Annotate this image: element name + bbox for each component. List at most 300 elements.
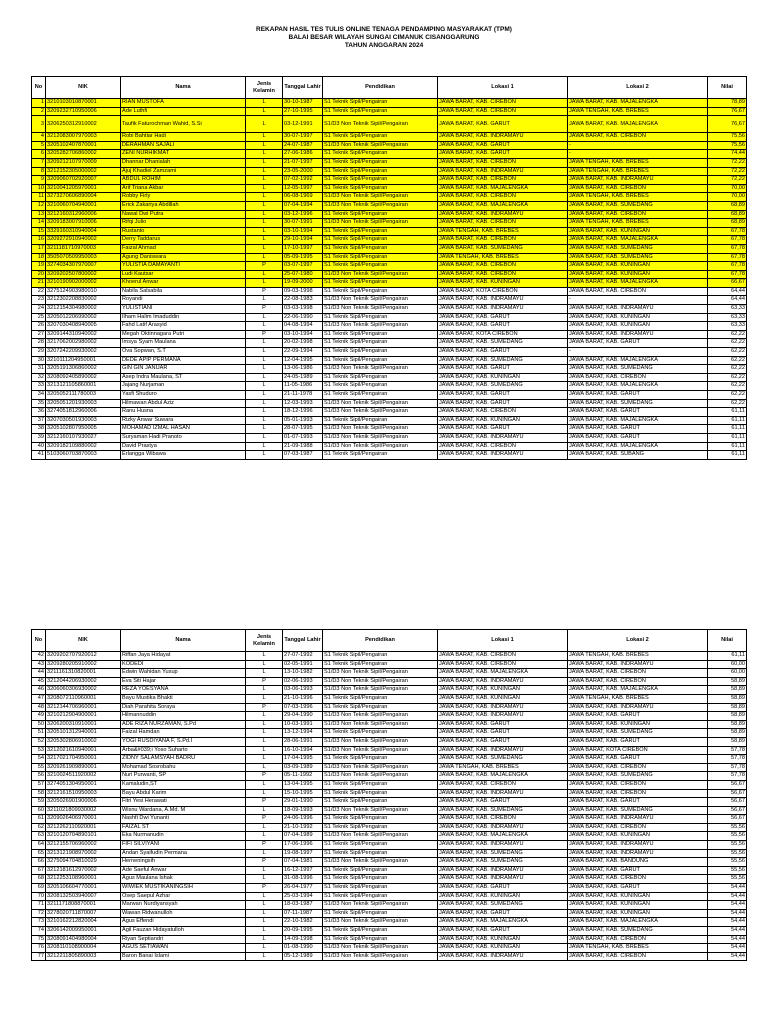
cell-pendidikan: S1/D3 Non Teknik Sipil/Pengairan: [323, 116, 438, 133]
cell-nilai: 62,22: [708, 356, 747, 365]
cell-jenis-kelamin: L: [246, 391, 283, 400]
table-row: [32, 236, 747, 245]
cell-nama: REZA YOESYANA: [121, 686, 246, 695]
cell-nama: ADE RIZA NURZAMAN, S.Pd: [121, 720, 246, 729]
cell-jenis-kelamin: P: [246, 798, 283, 807]
cell-nilai: 75,56: [708, 133, 747, 142]
cell-no: 22: [32, 287, 46, 296]
cell-nilai: 66,67: [708, 279, 747, 288]
cell-pendidikan: S1 Teknik Sipil/Pengairan: [323, 780, 438, 789]
cell-nik: 3212155706960002: [46, 841, 121, 850]
cell-no: 48: [32, 703, 46, 712]
table-row: [32, 772, 747, 781]
table-row: [32, 746, 747, 755]
cell-nilai: 57,78: [708, 746, 747, 755]
cell-nama: Marwan Nurdiyansyah: [121, 901, 246, 910]
cell-lokasi-2: JAWA BARAT, KAB. GARUT: [568, 433, 708, 442]
cell-lokasi-2: JAWA BARAT, KAB. SUBANG: [568, 451, 708, 460]
cell-no: 3: [32, 116, 46, 133]
table-row: [32, 253, 747, 262]
cell-nilai: 68,89: [708, 210, 747, 219]
cell-nilai: 67,78: [708, 244, 747, 253]
cell-lokasi-2: JAWA BARAT, KAB. SUMEDANG: [568, 253, 708, 262]
cell-lokasi-2: JAWA TENGAH, KAB. BREBES: [568, 944, 708, 953]
cell-no: 59: [32, 798, 46, 807]
col-tanggal-lahir-header: Tanggal Lahir: [283, 77, 323, 99]
cell-nama: Baron Banai Islami: [121, 952, 246, 961]
cell-nik: 3212211805890003: [46, 952, 121, 961]
cell-pendidikan: S1/D3 Non Teknik Sipil/Pengairan: [323, 425, 438, 434]
cell-jenis-kelamin: P: [246, 287, 283, 296]
cell-jenis-kelamin: L: [246, 712, 283, 721]
cell-lokasi-2: JAWA BARAT, KAB. GARUT: [568, 408, 708, 417]
cell-lokasi-1: JAWA BARAT, KAB. SUMEDANG: [438, 858, 568, 867]
cell-no: 38: [32, 425, 46, 434]
cell-nama: AGUS SETIAWAN: [121, 944, 246, 953]
col-nama-header: Nama: [121, 77, 246, 99]
cell-nilai: 62,22: [708, 373, 747, 382]
col-jenis-kelamin-header: Jenis Kelamin: [246, 77, 283, 99]
cell-nilai: 61,11: [708, 425, 747, 434]
cell-tanggal-lahir: 09-03-1998: [283, 287, 323, 296]
cell-pendidikan: S1 Teknik Sipil/Pengairan: [323, 755, 438, 764]
cell-pendidikan: S1/D3 Non Teknik Sipil/Pengairan: [323, 901, 438, 910]
cell-lokasi-1: JAWA BARAT, KAB. KUNINGAN: [438, 694, 568, 703]
cell-lokasi-1: JAWA BARAT, KAB. GARUT: [438, 729, 568, 738]
table-row: [32, 669, 747, 678]
cell-nama: Agil Fauzan Hidayatulloh: [121, 927, 246, 936]
cell-nilai: 58,89: [708, 712, 747, 721]
cell-tanggal-lahir: 30-07-1997: [283, 133, 323, 142]
cell-nama: Agus Maulana Ishak: [121, 875, 246, 884]
cell-no: 11: [32, 193, 46, 202]
cell-nik: 3212181612970002: [46, 866, 121, 875]
cell-pendidikan: S1 Teknik Sipil/Pengairan: [323, 789, 438, 798]
cell-lokasi-1: JAWA BARAT, KAB. SUMEDANG: [438, 382, 568, 391]
cell-nik: 3274034307970007: [46, 262, 121, 271]
cell-lokasi-1: JAWA BARAT, KAB. INDRAMAYU: [438, 296, 568, 305]
cell-nilai: 70,00: [708, 184, 747, 193]
cell-lokasi-1: JAWA BARAT, KAB. INDRAMAYU: [438, 305, 568, 314]
cell-nik: 3278020711870007: [46, 909, 121, 918]
cell-nama: Nashfi Dwi Yunanti: [121, 815, 246, 824]
cell-nilai: 70,00: [708, 193, 747, 202]
cell-lokasi-2: JAWA BARAT, KAB. CIREBON: [568, 780, 708, 789]
cell-jenis-kelamin: L: [246, 433, 283, 442]
cell-pendidikan: S1 Teknik Sipil/Pengairan: [323, 184, 438, 193]
cell-pendidikan: S1 Teknik Sipil/Pengairan: [323, 849, 438, 858]
results-table-2: [31, 629, 747, 961]
cell-lokasi-1: JAWA BARAT, KAB. CIREBON: [438, 99, 568, 108]
cell-tanggal-lahir: 28-06-1991: [283, 737, 323, 746]
cell-jenis-kelamin: L: [246, 737, 283, 746]
cell-jenis-kelamin: L: [246, 373, 283, 382]
cell-no: 13: [32, 210, 46, 219]
cell-tanggal-lahir: 02-05-1991: [283, 660, 323, 669]
table-row: [32, 116, 747, 133]
cell-nama: RIAN MUSTOFA: [121, 99, 246, 108]
cell-jenis-kelamin: L: [246, 201, 283, 210]
cell-tanggal-lahir: 03-06-1993: [283, 686, 323, 695]
table-row: [32, 677, 747, 686]
cell-no: 17: [32, 244, 46, 253]
cell-lokasi-2: JAWA TENGAH, KAB. BREBES: [568, 167, 708, 176]
table-row: [32, 176, 747, 185]
cell-pendidikan: S1 Teknik Sipil/Pengairan: [323, 391, 438, 400]
report-title-line1: REKAPAN HASIL TES TULIS ONLINE TENAGA PENDAMPING MASYARAKAT (TPM): [256, 26, 512, 33]
cell-nama: Nuri Purwanti, SP: [121, 772, 246, 781]
table-row: [32, 150, 747, 159]
cell-nik: 3212253108960001: [46, 875, 121, 884]
cell-nilai: 67,78: [708, 262, 747, 271]
cell-nama: Arif Triana Akbar: [121, 184, 246, 193]
cell-jenis-kelamin: L: [246, 694, 283, 703]
cell-lokasi-1: JAWA BARAT, KAB. MAJALENGKA: [438, 918, 568, 927]
cell-lokasi-2: JAWA BARAT, KAB. INDRAMAYU: [568, 841, 708, 850]
cell-tanggal-lahir: 25-03-1994: [283, 892, 323, 901]
cell-pendidikan: S1 Teknik Sipil/Pengairan: [323, 107, 438, 116]
table-row: [32, 262, 747, 271]
cell-nama: Dhannar Dhanialah: [121, 158, 246, 167]
col-nilai-header: Nilai: [708, 77, 747, 99]
cell-lokasi-1: JAWA BARAT, KAB. MAJALENGKA: [438, 184, 568, 193]
cell-pendidikan: S1/D3 Non Teknik Sipil/Pengairan: [323, 832, 438, 841]
cell-pendidikan: S1/D3 Non Teknik Sipil/Pengairan: [323, 408, 438, 417]
cell-nilai: 55,56: [708, 866, 747, 875]
cell-pendidikan: S1 Teknik Sipil/Pengairan: [323, 313, 438, 322]
cell-nilai: 55,56: [708, 832, 747, 841]
cell-lokasi-2: JAWA BARAT, KAB. MAJALENGKA: [568, 99, 708, 108]
cell-lokasi-1: JAWA BARAT, KAB. CIREBON: [438, 270, 568, 279]
cell-pendidikan: S1 Teknik Sipil/Pengairan: [323, 330, 438, 339]
cell-tanggal-lahir: 19-08-1997: [283, 849, 323, 858]
cell-tanggal-lahir: 17-04-1995: [283, 755, 323, 764]
cell-nama: DERAHMAN SAJALI: [121, 141, 246, 150]
cell-nama: Osep Saepul Azhar: [121, 892, 246, 901]
cell-jenis-kelamin: L: [246, 935, 283, 944]
cell-tanggal-lahir: 21-10-1996: [283, 694, 323, 703]
cell-no: 16: [32, 236, 46, 245]
cell-nama: Kamaludin,ST: [121, 780, 246, 789]
cell-lokasi-1: JAWA BARAT, KAB. INDRAMAYU: [438, 210, 568, 219]
cell-pendidikan: S1/D3 Non Teknik Sipil/Pengairan: [323, 296, 438, 305]
cell-nilai: 60,00: [708, 669, 747, 678]
cell-jenis-kelamin: L: [246, 365, 283, 374]
table-row: [32, 815, 747, 824]
table-row: [32, 296, 747, 305]
cell-tanggal-lahir: 07-03-1987: [283, 451, 323, 460]
cell-nik: 3209232710950006: [46, 107, 121, 116]
cell-nilai: 55,56: [708, 875, 747, 884]
cell-tanggal-lahir: 29-10-1994: [283, 236, 323, 245]
cell-nik: 3212302208830002: [46, 296, 121, 305]
cell-no: 2: [32, 107, 46, 116]
cell-pendidikan: S1/D3 Non Teknik Sipil/Pengairan: [323, 219, 438, 228]
cell-jenis-kelamin: L: [246, 184, 283, 193]
cell-pendidikan: S1 Teknik Sipil/Pengairan: [323, 176, 438, 185]
cell-tanggal-lahir: 30-07-1991: [283, 219, 323, 228]
cell-lokasi-1: JAWA BARAT, KAB. KUNINGAN: [438, 892, 568, 901]
cell-nik: 3212154304980002: [46, 305, 121, 314]
cell-lokasi-1: JAWA TENGAH, KAB. BREBES: [438, 227, 568, 236]
cell-no: 67: [32, 866, 46, 875]
cell-tanggal-lahir: 03-10-1994: [283, 227, 323, 236]
cell-pendidikan: S1 Teknik Sipil/Pengairan: [323, 348, 438, 357]
cell-jenis-kelamin: L: [246, 107, 283, 116]
cell-nama: ZIDNY SALAMSYAH BADRU: [121, 755, 246, 764]
cell-nik: 3207030408940005: [46, 322, 121, 331]
cell-jenis-kelamin: L: [246, 193, 283, 202]
table-row: [32, 227, 747, 236]
table-row: [32, 737, 747, 746]
cell-jenis-kelamin: P: [246, 884, 283, 893]
col-nama-header: Nama: [121, 630, 246, 652]
cell-nama: GIN GIN JANUAR: [121, 365, 246, 374]
cell-pendidikan: S1/D3 Non Teknik Sipil/Pengairan: [323, 322, 438, 331]
cell-nik: 3208092405890002: [46, 373, 121, 382]
table-row: [32, 858, 747, 867]
table-row: [32, 158, 747, 167]
cell-pendidikan: S1/D3 Non Teknik Sipil/Pengairan: [323, 720, 438, 729]
col-pendidikan-header: Pendidikan: [323, 630, 438, 652]
cell-nama: Ova Sopwan, S.T: [121, 348, 246, 357]
cell-jenis-kelamin: L: [246, 150, 283, 159]
cell-lokasi-1: JAWA BARAT, KAB. SUMEDANG: [438, 755, 568, 764]
cell-nik: 3207030501930003: [46, 416, 121, 425]
cell-jenis-kelamin: L: [246, 901, 283, 910]
cell-nilai: 67,78: [708, 236, 747, 245]
cell-nama: Fitri Yesi Herawati: [121, 798, 246, 807]
cell-nama: Khoerul Anwar: [121, 279, 246, 288]
cell-nama: Derry Taddarus: [121, 236, 246, 245]
cell-tanggal-lahir: 05-01-1993: [283, 416, 323, 425]
cell-no: 49: [32, 712, 46, 721]
cell-jenis-kelamin: P: [246, 841, 283, 850]
cell-no: 50: [32, 720, 46, 729]
table-row: [32, 823, 747, 832]
col-lokasi-1-header: Lokasi 1: [438, 77, 568, 99]
cell-nilai: 56,67: [708, 798, 747, 807]
cell-tanggal-lahir: 07-02-1992: [283, 176, 323, 185]
cell-lokasi-1: JAWA BARAT, KAB. INDRAMAYU: [438, 823, 568, 832]
cell-nilai: 62,22: [708, 348, 747, 357]
cell-nama: Ade Saeful Anwar: [121, 866, 246, 875]
cell-nilai: 61,11: [708, 451, 747, 460]
cell-no: 31: [32, 365, 46, 374]
cell-lokasi-1: JAWA BARAT, KAB. INDRAMAYU: [438, 712, 568, 721]
cell-tanggal-lahir: 07-11-1987: [283, 909, 323, 918]
cell-lokasi-1: JAWA BARAT, KAB. SUMEDANG: [438, 339, 568, 348]
cell-nama: Ade Luthfi: [121, 107, 246, 116]
cell-pendidikan: S1/D3 Non Teknik Sipil/Pengairan: [323, 193, 438, 202]
cell-nama: Robby Firly: [121, 193, 246, 202]
cell-lokasi-2: JAWA BARAT, KAB. KUNINGAN: [568, 270, 708, 279]
cell-nik: 3205012206990002: [46, 313, 121, 322]
cell-lokasi-1: JAWA BARAT, KAB. CIREBON: [438, 660, 568, 669]
cell-lokasi-1: JAWA BARAT, KAB. INDRAMAYU: [438, 677, 568, 686]
cell-lokasi-1: JAWA BARAT, KAB. MAJALENGKA: [438, 832, 568, 841]
cell-nilai: 58,89: [708, 720, 747, 729]
cell-lokasi-2: JAWA BARAT, KAB. KUNINGAN: [568, 892, 708, 901]
cell-nik: 3206142009950001: [46, 927, 121, 936]
cell-nik: 3210103010870001: [46, 99, 121, 108]
cell-lokasi-2: JAWA BARAT, KAB. INDRAMAYU: [568, 703, 708, 712]
cell-jenis-kelamin: L: [246, 780, 283, 789]
cell-lokasi-2: JAWA BARAT, KAB. KUNINGAN: [568, 227, 708, 236]
table-row: [32, 652, 747, 661]
cell-nik: 3212021610940001: [46, 746, 121, 755]
table-row: [32, 339, 747, 348]
table-row: [32, 365, 747, 374]
cell-jenis-kelamin: L: [246, 952, 283, 961]
cell-no: 34: [32, 391, 46, 400]
cell-nik: 3205191306860002: [46, 365, 121, 374]
col-pendidikan-header: Pendidikan: [323, 77, 438, 99]
cell-nama: Asep Indra Maulana, ST: [121, 373, 246, 382]
table-row: [32, 832, 747, 841]
col-lokasi-2-header: Lokasi 2: [568, 77, 708, 99]
cell-jenis-kelamin: L: [246, 789, 283, 798]
cell-lokasi-1: JAWA BARAT, KAB. INDRAMAYU: [438, 841, 568, 850]
cell-no: 9: [32, 176, 46, 185]
cell-pendidikan: S1 Teknik Sipil/Pengairan: [323, 244, 438, 253]
cell-tanggal-lahir: 10-03-1991: [283, 720, 323, 729]
cell-no: 24: [32, 305, 46, 314]
cell-nilai: 54,44: [708, 935, 747, 944]
cell-jenis-kelamin: L: [246, 270, 283, 279]
cell-jenis-kelamin: L: [246, 927, 283, 936]
cell-tanggal-lahir: 22-10-1982: [283, 918, 323, 927]
cell-pendidikan: S1 Teknik Sipil/Pengairan: [323, 253, 438, 262]
cell-lokasi-2: JAWA BARAT, KAB. CIREBON: [568, 763, 708, 772]
cell-nik: 3274051304950001: [46, 780, 121, 789]
cell-nik: 3208091404980004: [46, 935, 121, 944]
cell-no: 33: [32, 382, 46, 391]
cell-tanggal-lahir: 15-10-1995: [283, 789, 323, 798]
cell-nik: 3210162212820004: [46, 918, 121, 927]
cell-jenis-kelamin: L: [246, 652, 283, 661]
cell-no: 20: [32, 270, 46, 279]
cell-nik: 3205282706860002: [46, 150, 121, 159]
cell-lokasi-2: JAWA BARAT, KAB. SUMEDANG: [568, 772, 708, 781]
cell-pendidikan: S1/D3 Non Teknik Sipil/Pengairan: [323, 270, 438, 279]
cell-nama: Rifqi Julio: [121, 219, 246, 228]
cell-no: 68: [32, 875, 46, 884]
cell-lokasi-2: JAWA BARAT, KAB. INDRAMAYU: [568, 176, 708, 185]
cell-lokasi-2: JAWA TENGAH, KAB. BREBES: [568, 158, 708, 167]
table-row: [32, 399, 747, 408]
cell-lokasi-1: JAWA BARAT, KAB. GARUT: [438, 425, 568, 434]
cell-tanggal-lahir: 05-11-1992: [283, 772, 323, 781]
cell-lokasi-2: JAWA BARAT, KAB. CIREBON: [568, 823, 708, 832]
cell-nama: Diah Parahita Soraya: [121, 703, 246, 712]
cell-lokasi-2: JAWA BARAT, KAB. INDRAMAYU: [568, 849, 708, 858]
cell-pendidikan: S1 Teknik Sipil/Pengairan: [323, 158, 438, 167]
cell-pendidikan: S1 Teknik Sipil/Pengairan: [323, 909, 438, 918]
cell-nik: 3205102807950005: [46, 425, 121, 434]
cell-jenis-kelamin: L: [246, 823, 283, 832]
table-row: [32, 416, 747, 425]
cell-no: 15: [32, 227, 46, 236]
cell-nik: 3275124903980010: [46, 287, 121, 296]
cell-lokasi-1: JAWA BARAT, KAB. CIREBON: [438, 815, 568, 824]
cell-lokasi-2: JAWA TENGAH, KAB. BREBES: [568, 652, 708, 661]
cell-nilai: 55,56: [708, 823, 747, 832]
cell-no: 57: [32, 780, 46, 789]
cell-nilai: 58,89: [708, 729, 747, 738]
cell-nik: 3209202507800002: [46, 270, 121, 279]
cell-lokasi-1: JAWA BARAT, KAB. CIREBON: [438, 262, 568, 271]
cell-tanggal-lahir: 24-06-1996: [283, 815, 323, 824]
cell-nik: 3210111204950001: [46, 356, 121, 365]
table-row: [32, 849, 747, 858]
cell-nik: 3213121908970002: [46, 849, 121, 858]
cell-no: 45: [32, 677, 46, 686]
cell-nilai: 54,44: [708, 901, 747, 910]
cell-lokasi-1: JAWA BARAT, KAB. SUMEDANG: [438, 806, 568, 815]
cell-pendidikan: S1 Teknik Sipil/Pengairan: [323, 823, 438, 832]
cell-tanggal-lahir: 13-04-1995: [283, 780, 323, 789]
cell-tanggal-lahir: 26-04-1977: [283, 884, 323, 893]
cell-lokasi-2: JAWA BARAT, KAB. MAJALENGKA: [568, 382, 708, 391]
cell-nama: Nawal Dwi Putra: [121, 210, 246, 219]
cell-lokasi-2: JAWA BARAT, KAB. SUMEDANG: [568, 399, 708, 408]
cell-no: 54: [32, 755, 46, 764]
cell-pendidikan: S1/D3 Non Teknik Sipil/Pengairan: [323, 399, 438, 408]
cell-lokasi-2: JAWA BARAT, KAB. GARUT: [568, 798, 708, 807]
cell-lokasi-2: JAWA BARAT, KAB. KUNINGAN: [568, 322, 708, 331]
cell-nilai: 63,33: [708, 313, 747, 322]
cell-no: 61: [32, 815, 46, 824]
cell-nama: Riyan Septiandri: [121, 935, 246, 944]
col-no-header: No: [32, 77, 46, 99]
cell-lokasi-2: JAWA BARAT, KAB. SUMEDANG: [568, 365, 708, 374]
cell-nilai: 55,56: [708, 841, 747, 850]
cell-nama: Eka Nurmanudin: [121, 832, 246, 841]
cell-jenis-kelamin: L: [246, 348, 283, 357]
table-row: [32, 720, 747, 729]
cell-nama: Ranu Husna: [121, 408, 246, 417]
cell-no: 42: [32, 652, 46, 661]
cell-lokasi-1: JAWA BARAT, KAB. SUMEDANG: [438, 356, 568, 365]
cell-tanggal-lahir: 22-06-1990: [283, 313, 323, 322]
cell-lokasi-2: -: [568, 150, 708, 159]
cell-lokasi-1: JAWA BARAT, KAB. MAJALENGKA: [438, 669, 568, 678]
cell-pendidikan: S1/D3 Non Teknik Sipil/Pengairan: [323, 858, 438, 867]
cell-nilai: 56,67: [708, 789, 747, 798]
cell-tanggal-lahir: 11-05-1986: [283, 382, 323, 391]
table-header-row: [32, 77, 747, 99]
cell-tanggal-lahir: 07-04-1994: [283, 201, 323, 210]
cell-no: 76: [32, 944, 46, 953]
cell-no: 55: [32, 763, 46, 772]
cell-nik: 3206200310910001: [46, 720, 121, 729]
cell-nama: FIFI SILVIYANI: [121, 841, 246, 850]
cell-nik: 3274051812960006: [46, 408, 121, 417]
cell-nama: David Prastya: [121, 442, 246, 451]
cell-nik: 3209280205910002: [46, 660, 121, 669]
cell-lokasi-1: JAWA BARAT, KAB. INDRAMAYU: [438, 451, 568, 460]
cell-lokasi-2: JAWA BARAT, KAB. CIREBON: [568, 677, 708, 686]
cell-tanggal-lahir: 18-12-1996: [283, 408, 323, 417]
cell-tanggal-lahir: 13-06-1986: [283, 365, 323, 374]
cell-nilai: 62,22: [708, 391, 747, 400]
cell-nilai: 62,22: [708, 330, 747, 339]
cell-nilai: 68,89: [708, 201, 747, 210]
cell-jenis-kelamin: L: [246, 875, 283, 884]
cell-tanggal-lahir: 12-03-1993: [283, 399, 323, 408]
cell-nilai: 61,11: [708, 416, 747, 425]
